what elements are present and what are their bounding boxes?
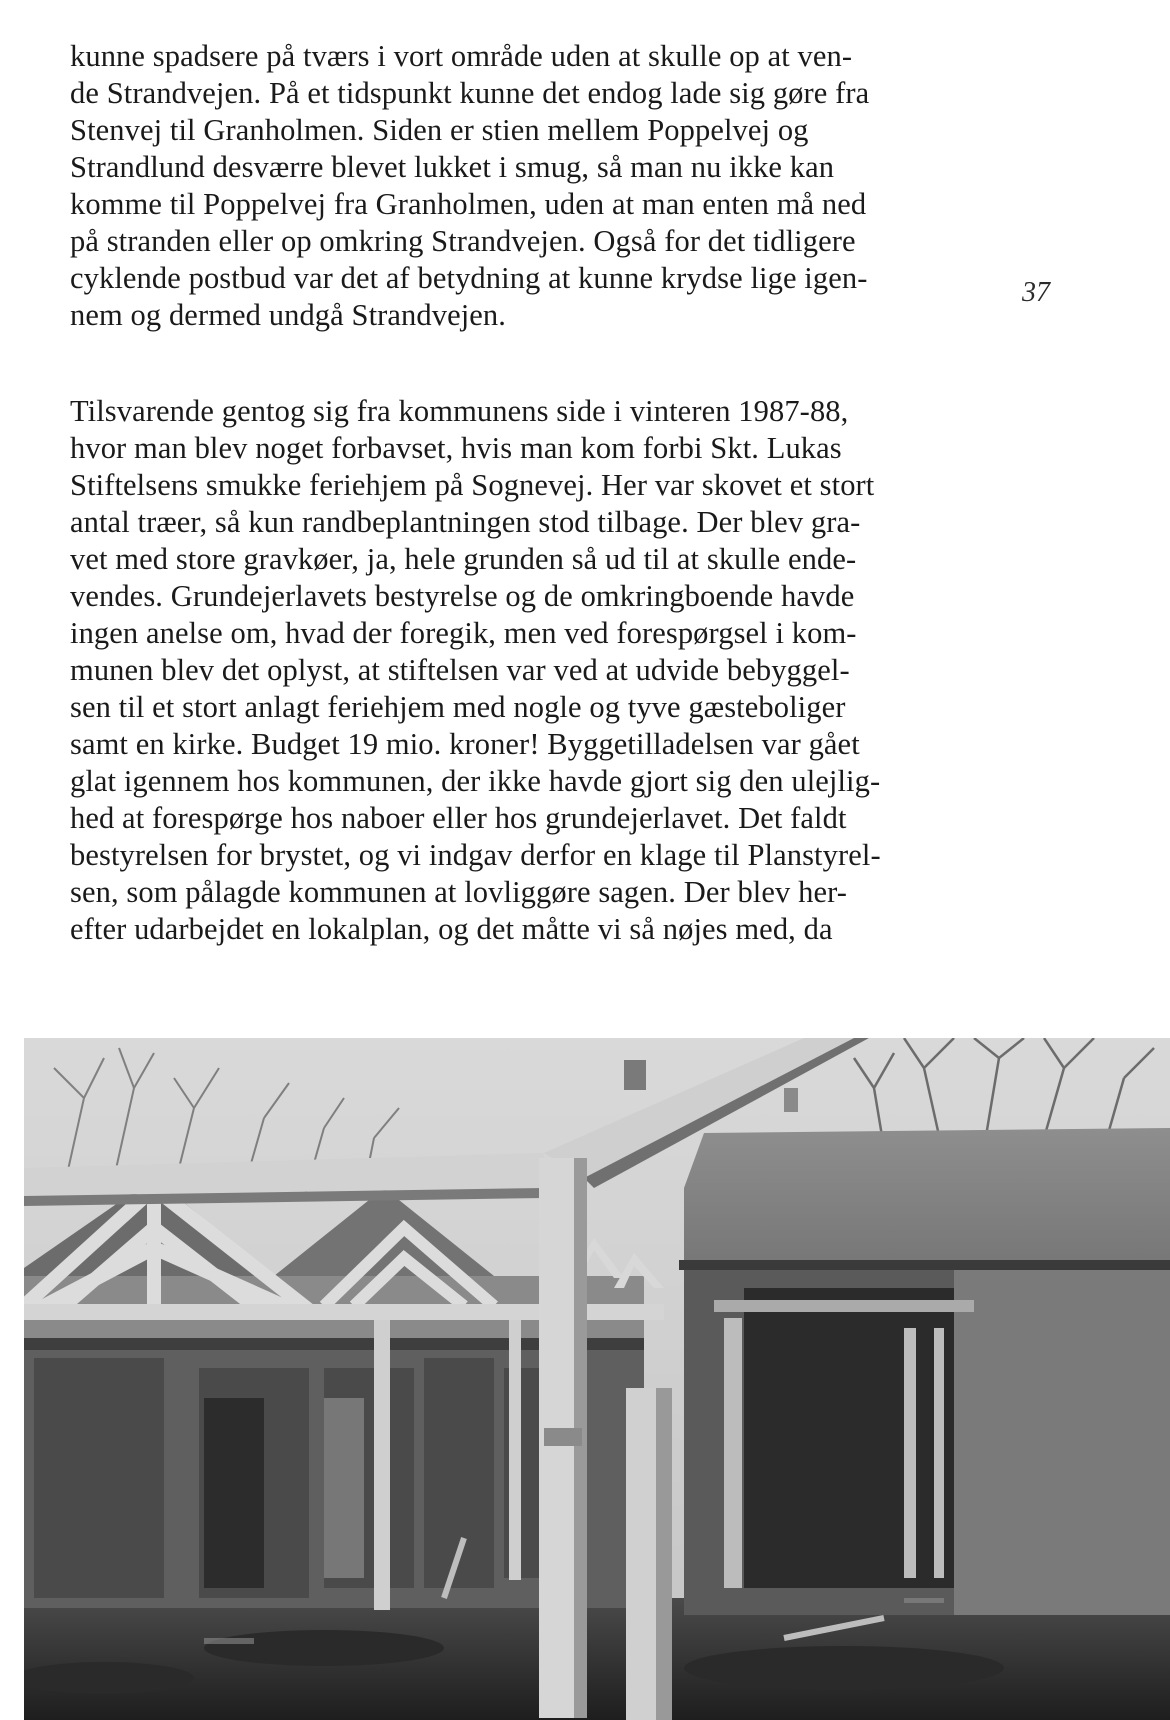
body-paragraph-1: kunne spadsere på tværs i vort område uden at skulle op at ven- de Strandvejen. På et tidspunkt kunne det endog lade sig gøre fra Stenvej til Granholmen. Siden er stien mellem Poppelvej og Strandlund desværre blevet lukket i smug, så man nu ikke kan komme til Poppelvej fra Granholmen, uden at man enten må ned på stranden eller op omkring Strandvejen. Også for det tidligere cyklende postbud var det af betydning at kunne krydse lige igen- nem og dermed undgå Strandvejen. — [70, 39, 870, 332]
body-paragraph-2: Tilsvarende gentog sig fra kommunens side i vinteren 1987-88, hvor man blev noget forbavset, hvis man kom forbi Skt. Lukas Stiftelsens smukke feriehjem på Sognevej. Her var skovet et stort antal træer, så kun randbeplantningen stod tilbage. Der blev gra- vet med store gravkøer, ja, hele grunden så ud til at skulle ende- vendes. Grundejerlavets bestyrelse og de omkringboende havde ingen anelse om, hvad der foregik, men ved forespørgsel i kom- munen blev det oplyst, at stiftelsen var ved at udvide bebyggel- sen til et stort anlagt feriehjem med nogle og tyve gæsteboliger samt en kirke. Budget 19 mio. kroner! Byggetilladelsen var gået glat igennem hos kommunen, der ikke havde gjort sig den ulejlig- hed at forespørge hos naboer eller hos grundejerlavet. Det faldt bestyrelsen for brystet, og vi indgav derfor en klage til Planstyrel- sen, som pålagde kommunen at lovliggøre sagen. Der blev her- efter udarbejdet en lokalplan, og det måtte vi så nøjes med, da — [70, 394, 881, 946]
construction-photo-illustration — [24, 1038, 1170, 1720]
left-building-panels — [34, 1358, 564, 1598]
construction-photo — [24, 1038, 1170, 1720]
page-number: 37 — [1022, 277, 1050, 308]
